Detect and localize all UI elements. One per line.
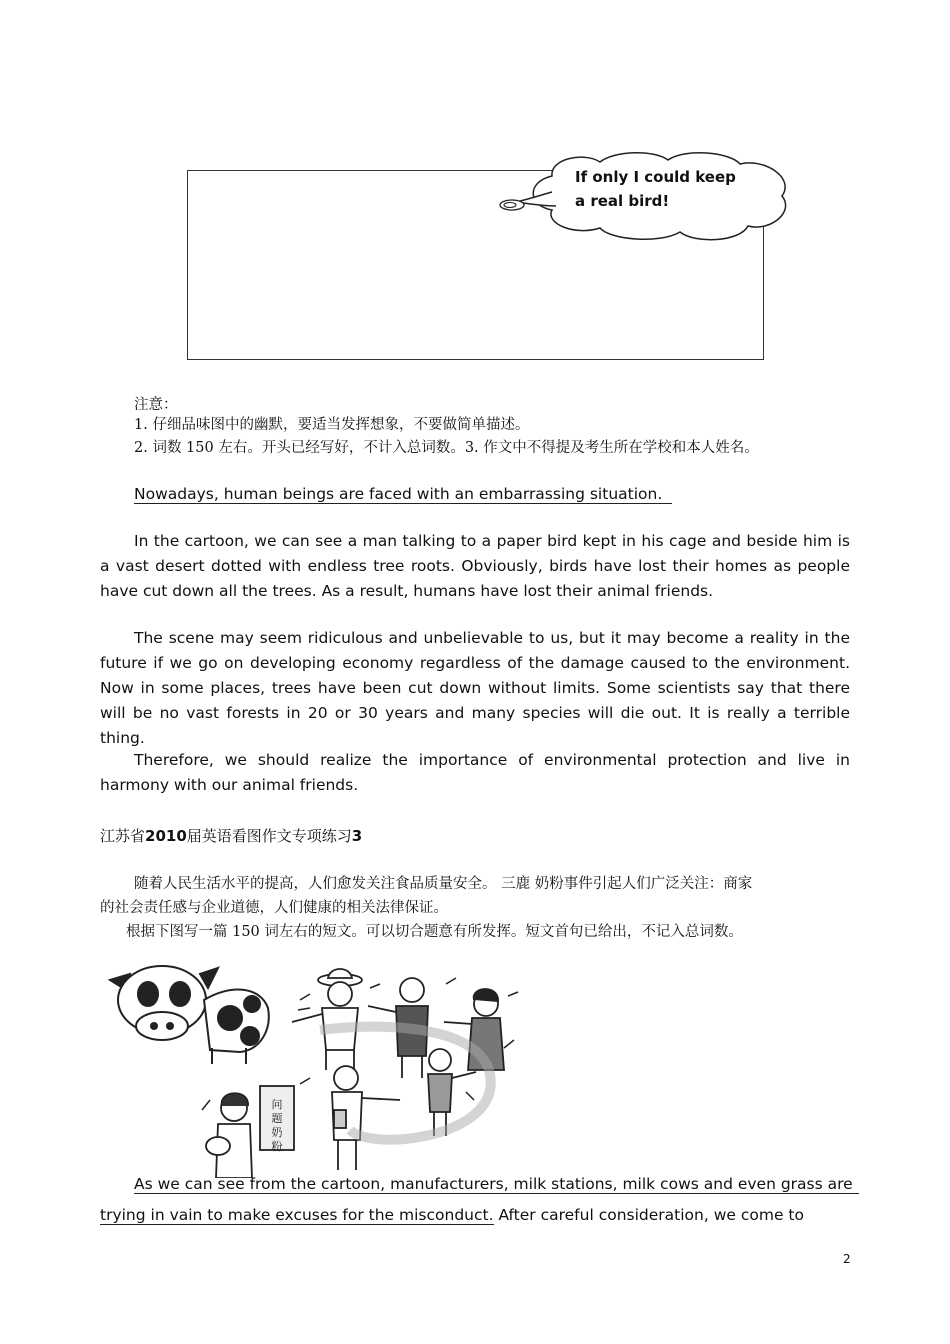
sign-char-1: 问 bbox=[271, 1098, 283, 1111]
essay1-opening-text: Nowadays, human beings are faced with an embarrassing situation. bbox=[134, 485, 672, 504]
section2-intro-2: 的社会责任感与企业道德，人们健康的相关法律保证。 bbox=[100, 900, 448, 916]
essay2-line-1-text: As we can see from the cartoon, manufacturers, milk stations, milk cows and even grass are bbox=[134, 1175, 859, 1194]
section2-title-mid: 届英语看图作文专项练习 bbox=[186, 827, 352, 845]
section2-title-year: 2010 bbox=[145, 827, 187, 845]
essay1-paragraph-2: The scene may seem ridiculous and unbelievable to us, but it may become a reality in the future if we go on developing economy regardless of the damage caused to the environment. Now in some places, trees have been cut down without limits. Some scientists say that there will be no vast forests in 20 or 30 years and many species will die out. It is really a terrible thing. bbox=[100, 629, 850, 747]
notes-item-1: 1. 仔细品味图中的幽默，要适当发挥想象，不要做简单描述。 bbox=[134, 417, 530, 433]
notes-heading: 注意： bbox=[134, 397, 178, 413]
woman-figure bbox=[444, 989, 504, 1070]
section2-title-pre: 江苏省 bbox=[100, 827, 146, 845]
essay2-line-1 bbox=[134, 1172, 859, 1197]
page-number: 2 bbox=[843, 1252, 851, 1266]
section2-intro-3: 根据下图写一篇 150 词左右的短文。可以切合题意有所发挥。短文首句已给出，不记入总词数。 bbox=[126, 924, 743, 940]
sign-char-2: 题 bbox=[271, 1112, 283, 1125]
essay1-paragraph-3: Therefore, we should realize the importance of environmental protection and live in harmony with our animal friends. bbox=[100, 751, 850, 794]
center-man-figure bbox=[332, 1066, 400, 1170]
essay1-opening bbox=[134, 482, 672, 507]
sign-char-4: 粉 bbox=[271, 1140, 283, 1153]
essay1-paragraph-1: In the cartoon, we can see a man talking to a paper bird kept in his cage and beside him is a vast desert dotted with endless tree roots. Obviously, birds have lost their homes as people have cut down all the trees. As a result, humans have lost their animal friends. bbox=[100, 532, 850, 600]
bubble-text-line2: a real bird! bbox=[575, 192, 670, 210]
milk-powder-cartoon bbox=[100, 960, 530, 1178]
farmer-figure bbox=[292, 969, 362, 1070]
essay2-line-2 bbox=[100, 1203, 804, 1228]
section2-intro-1: 随着人民生活水平的提高，人们愈发关注食品质量安全。 三鹿 奶粉事件引起人们广泛关注：商家 bbox=[134, 876, 753, 892]
essay2-line-2-underlined: trying in vain to make excuses for the misconduct. bbox=[100, 1206, 494, 1224]
sign-char-3: 奶 bbox=[271, 1126, 283, 1139]
bubble-text-line1: If only I could keep bbox=[575, 168, 736, 186]
section2-title bbox=[100, 826, 362, 846]
section2-title-num: 3 bbox=[351, 827, 363, 845]
notes-item-2: 2. 词数 150 左右。开头已经写好，不计入总词数。3. 作文中不得提及考生所在学校和本人姓名。 bbox=[134, 440, 759, 456]
essay2-line-2-rest: After careful consideration, we come to bbox=[493, 1206, 804, 1224]
cow-illustration bbox=[110, 966, 269, 1064]
